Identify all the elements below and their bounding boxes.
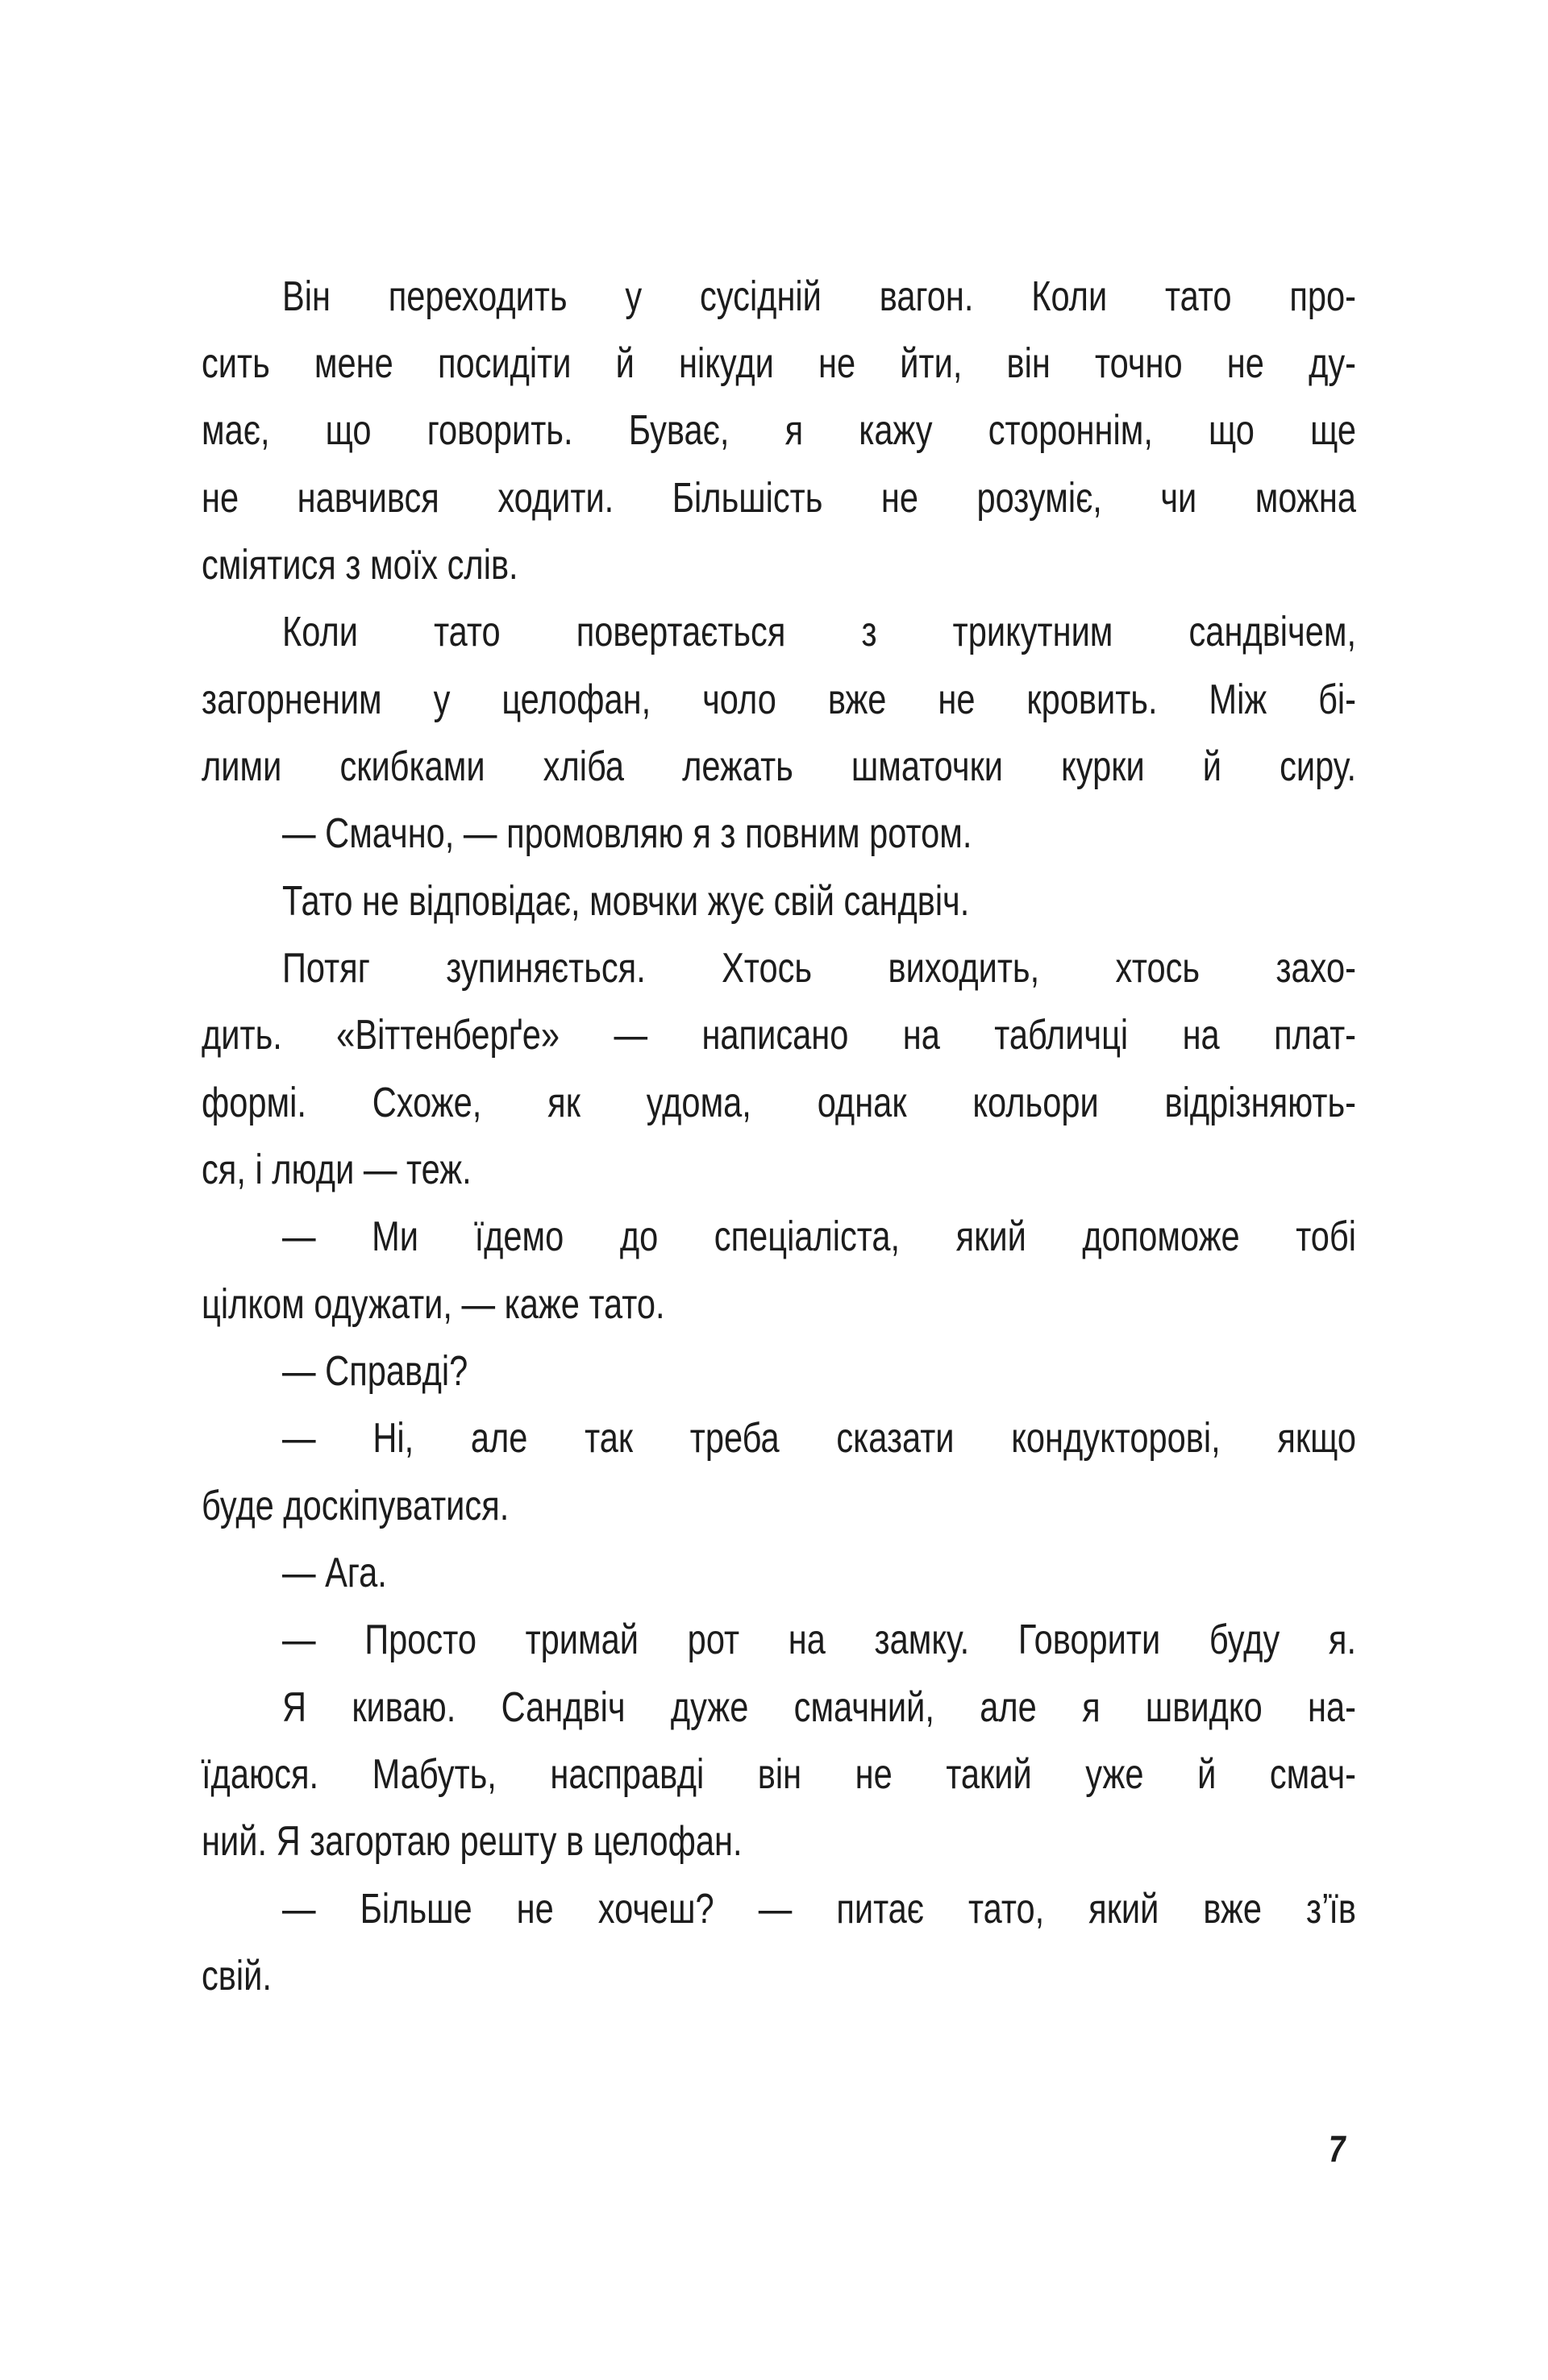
text-line: не навчився ходити. Більшість не розуміє, чи можна xyxy=(202,475,1356,522)
text-line: Потяг зупиняється. Хтось виходить, хтось захо- xyxy=(282,945,1356,992)
text-line: — Смачно, — промовляю я з повним ротом. xyxy=(282,810,972,857)
text-line: загорненим у целофан, чоло вже не кровить. Між бі- xyxy=(202,676,1356,723)
text-line: Я киваю. Сандвіч дуже смачний, але я швидко на- xyxy=(282,1684,1356,1731)
text-line: Тато не відповідає, мовчки жує свій сандвіч. xyxy=(282,878,970,925)
text-line: — Ми їдемо до спеціаліста, який допоможе тобі xyxy=(282,1213,1356,1260)
page-number: 7 xyxy=(1329,2128,1346,2170)
text-line: — Справді? xyxy=(282,1348,468,1395)
text-line: цілком одужати, — каже тато. xyxy=(202,1281,665,1328)
text-line: — Ні, але так треба сказати кондукторові, якщо xyxy=(282,1415,1356,1462)
text-line: лими скибками хліба лежать шматочки курки й сиру. xyxy=(202,743,1356,790)
text-line: — Ага. xyxy=(282,1550,387,1596)
text-line: сміятися з моїх слів. xyxy=(202,542,518,589)
text-line: свій. xyxy=(202,1953,272,1999)
text-line: ся, і люди — теж. xyxy=(202,1146,472,1193)
text-line: — Просто тримай рот на замку. Говорити буду я. xyxy=(282,1616,1356,1663)
text-line: має, що говорить. Буває, я кажу стороннім, що ще xyxy=(202,407,1356,454)
text-line: — Більше не хочеш? — питає тато, який вже з’їв xyxy=(282,1886,1356,1933)
text-line: їдаюся. Мабуть, насправді він не такий уже й смач- xyxy=(202,1751,1356,1798)
text-line: ний. Я загортаю решту в целофан. xyxy=(202,1818,743,1865)
text-line: Коли тато повертається з трикутним сандвічем, xyxy=(282,609,1356,655)
text-line: буде доскіпуватися. xyxy=(202,1483,510,1529)
text-line: сить мене посидіти й нікуди не йти, він точно не ду- xyxy=(202,340,1356,387)
text-line: формі. Схоже, як удома, однак кольори відрізняють- xyxy=(202,1080,1356,1126)
text-line: дить. «Віттенберґе» — написано на табличці на плат- xyxy=(202,1012,1356,1059)
text-line: Він переходить у сусідній вагон. Коли тато про- xyxy=(282,273,1356,320)
